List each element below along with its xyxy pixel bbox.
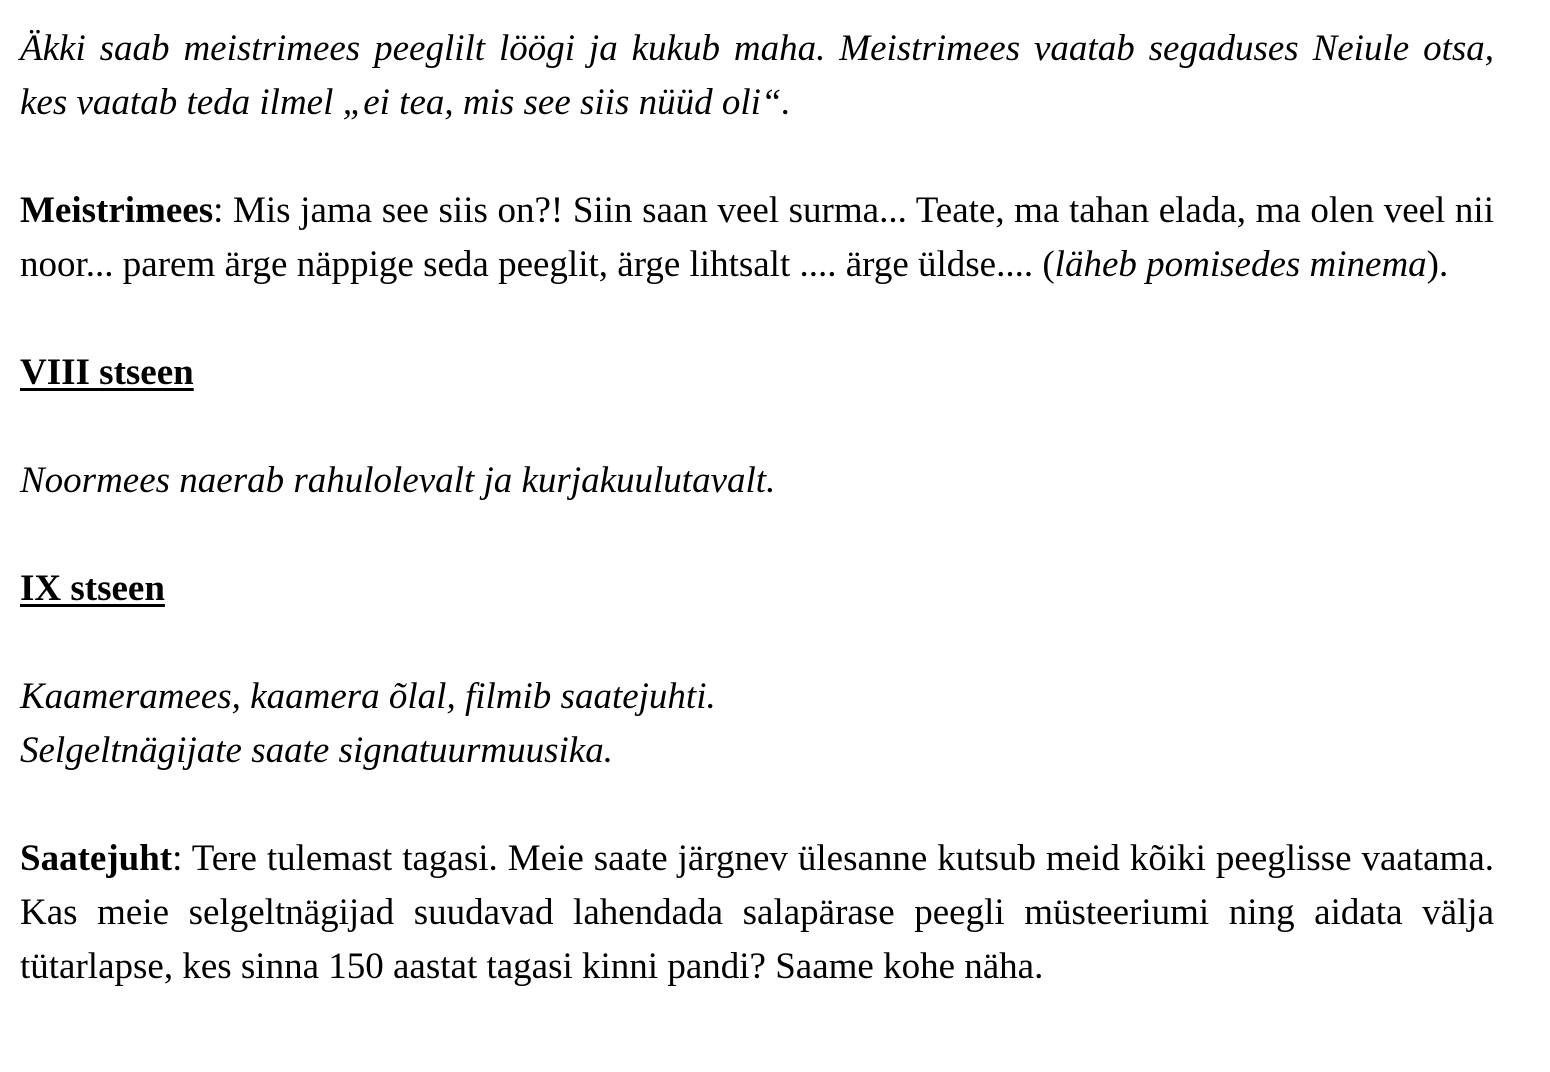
scene-heading-text: IX stseen (20, 568, 165, 609)
paragraph-spacer (20, 508, 1494, 562)
dialogue-paragraph-saatejuht (20, 832, 1494, 994)
speaker-name: Meistrimees (20, 190, 214, 231)
dialogue-text: Mis jama see siis on?! Siin saan veel surma... Teate, ma tahan elada, ma olen veel nii noor... parem ärge näppige seda peeglit, ärge lihtsalt .... ärge üldse.... ( (20, 190, 1494, 285)
dialogue-paragraph-meistrimees (20, 184, 1494, 292)
paragraph-spacer (20, 616, 1494, 670)
scene-heading-text: VIII stseen (20, 352, 194, 393)
scene-heading-ix (20, 562, 1494, 616)
speaker-colon: : (213, 190, 224, 231)
inline-stage-direction: läheb pomisedes minema (1054, 244, 1427, 285)
dialogue-end: ). (1426, 244, 1449, 285)
paragraph-spacer (20, 292, 1494, 346)
scene-heading-viii (20, 346, 1494, 400)
stage-direction-paragraph: Noormees naerab rahulolevalt ja kurjakuulutavalt. (20, 460, 776, 501)
stage-direction-text: Äkki saab meistrimees peeglilt löögi ja kukub maha. Meistrimees vaatab segaduses Neiule otsa, kes vaatab teda ilmel „ei tea, mis see siis nüüd oli“. (20, 28, 1494, 123)
speaker-name: Saatejuht (20, 838, 173, 879)
paragraph-spacer (20, 130, 1494, 184)
stage-direction-line: Kaameramees, kaamera õlal, filmib saatejuhti. (20, 676, 716, 717)
paragraph-spacer (20, 778, 1494, 832)
speaker-colon: : (172, 838, 183, 879)
stage-direction-line: Selgeltnägijate saate signatuurmuusika. (20, 730, 613, 771)
stage-direction-paragraph (20, 22, 1494, 130)
dialogue-text: Tere tulemast tagasi. Meie saate järgnev ülesanne kutsub meid kõiki peeglisse vaatama. Kas meie selgeltnägijad suudavad lahendada salapärase peegli müsteeriumi ning aidata välja tütarlapse, kes sinna 150 aastat tagasi kinni pandi? Saame kohe näha. (20, 838, 1494, 987)
paragraph-spacer (20, 400, 1494, 454)
